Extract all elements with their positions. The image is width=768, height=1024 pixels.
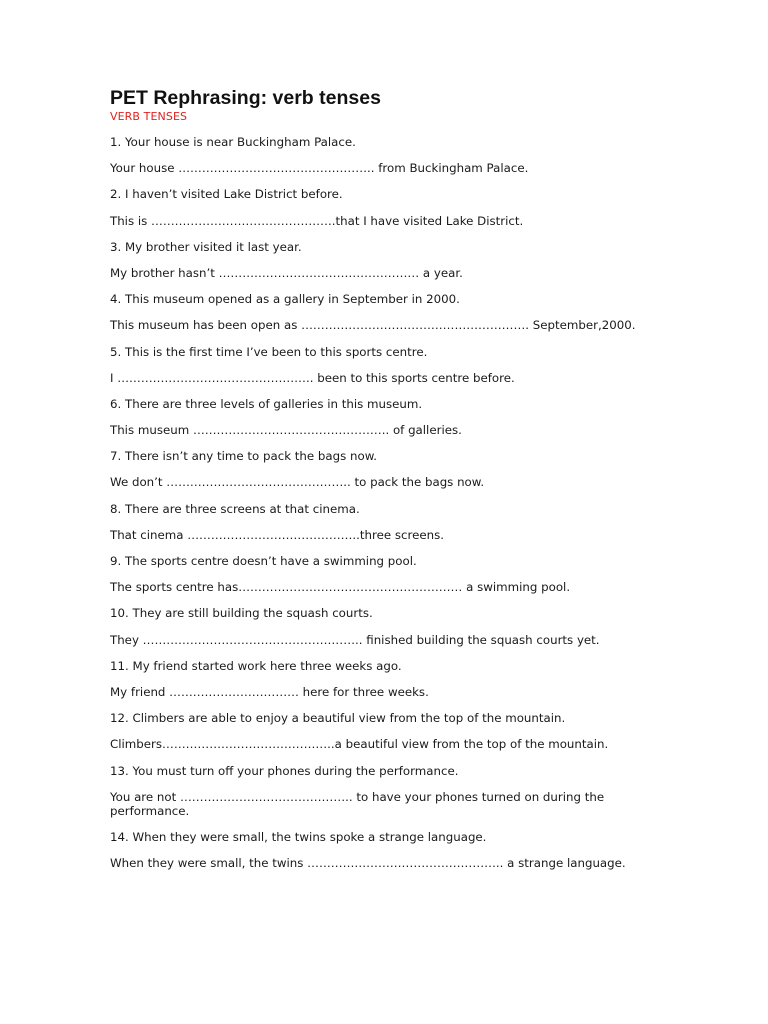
exercise-rephrase-line: My brother hasn’t …………………………………………… a year. xyxy=(110,265,463,280)
exercise-rephrase-line: They ……………………………………………….. finished building the squash courts yet. xyxy=(110,632,600,647)
exercise-rephrase-line: This museum has been open as …………………………………………………. September,2000. xyxy=(110,318,636,333)
exercise-item xyxy=(110,345,658,385)
worksheet-page xyxy=(110,86,658,882)
exercise-prompt: 8. There are three screens at that cinema. xyxy=(110,501,360,516)
exercise-prompt: 7. There isn’t any time to pack the bags now. xyxy=(110,449,378,464)
exercise-item xyxy=(110,449,658,489)
exercise-item xyxy=(110,187,658,227)
exercise-prompt: 2. I haven’t visited Lake District before. xyxy=(110,187,343,202)
exercise-item xyxy=(110,659,658,699)
exercise-item xyxy=(110,292,658,332)
exercise-prompt: 12. Climbers are able to enjoy a beautiful view from the top of the mountain. xyxy=(110,711,566,726)
exercise-item xyxy=(110,830,658,870)
exercise-prompt: 13. You must turn off your phones during the performance. xyxy=(110,763,459,778)
exercise-prompt: 5. This is the first time I’ve been to this sports centre. xyxy=(110,344,428,359)
page-title: PET Rephrasing: verb tenses xyxy=(110,87,381,109)
exercise-prompt: 9. The sports centre doesn’t have a swimming pool. xyxy=(110,554,417,568)
exercise-rephrase-line: I ………………………………………….. been to this sports centre before. xyxy=(110,370,515,385)
exercise-prompt: 6. There are three levels of galleries in this museum. xyxy=(110,396,423,411)
exercise-rephrase-line: When they were small, the twins ………………………………………….. a strange language. xyxy=(110,856,626,871)
exercise-item xyxy=(110,764,658,818)
exercise-item xyxy=(110,240,658,280)
exercise-rephrase-line: Climbers……………………………………..a beautiful view from the top of the mountain. xyxy=(110,737,609,752)
exercise-rephrase-line: This is ………………………………………..that I have visited Lake District. xyxy=(110,213,524,228)
exercise-list xyxy=(110,135,658,870)
exercise-rephrase-line: Your house ………………………………………….. from Buckingham Palace. xyxy=(110,161,529,176)
exercise-item xyxy=(110,397,658,437)
exercise-prompt: 4. This museum opened as a gallery in September in 2000. xyxy=(110,292,460,307)
exercise-prompt: 3. My brother visited it last year. xyxy=(110,239,302,254)
exercise-rephrase-line: That cinema ……………………………………..three screens. xyxy=(110,527,444,542)
exercise-rephrase-line: We don’t ……………………………………….. to pack the bags now. xyxy=(110,475,485,490)
exercise-prompt: 10. They are still building the squash courts. xyxy=(110,606,373,621)
exercise-item xyxy=(110,711,658,751)
exercise-rephrase-line: This museum ………………………………………….. of galleries. xyxy=(110,423,462,438)
exercise-rephrase-line: My friend …………………………… here for three weeks. xyxy=(110,684,429,699)
exercise-prompt: 1. Your house is near Buckingham Palace. xyxy=(110,135,356,149)
exercise-item xyxy=(110,135,658,175)
exercise-item xyxy=(110,606,658,646)
exercise-prompt: 11. My friend started work here three weeks ago. xyxy=(110,658,402,673)
exercise-item xyxy=(110,502,658,542)
section-subtitle: VERB TENSES xyxy=(110,110,188,123)
exercise-item xyxy=(110,554,658,594)
exercise-prompt: 14. When they were small, the twins spoke a strange language. xyxy=(110,829,487,844)
exercise-rephrase-line: You are not …………………………………….. to have your phones turned on during the performance. xyxy=(110,789,605,818)
exercise-rephrase-line: The sports centre has………………………………………………… a swimming pool. xyxy=(110,580,571,595)
